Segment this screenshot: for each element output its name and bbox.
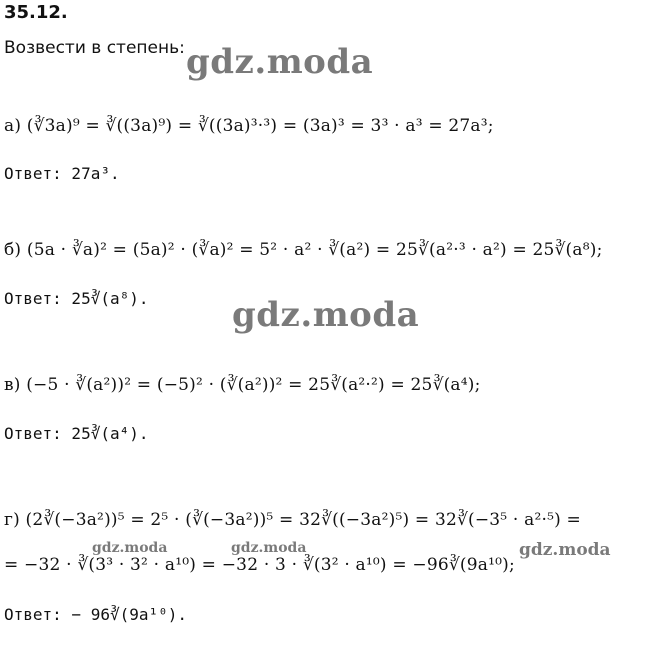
- watermark-logo: gdz.moda: [519, 540, 611, 560]
- problem-instruction: Возвести в степень:: [4, 38, 185, 58]
- watermark-logo: gdz.moda: [232, 295, 420, 335]
- part-b-answer: Ответ: 25∛(a⁸).: [4, 289, 149, 308]
- part-v-answer: Ответ: 25∛(a⁴).: [4, 424, 149, 443]
- part-b-solution: б) (5a · ∛a)² = (5a)² · (∛a)² = 5² · a² · ∛(a²) = 25∛(a²·³ · a²) = 25∛(a⁸);: [4, 240, 603, 260]
- part-g-solution-line1: г) (2∛(−3a²))⁵ = 2⁵ · (∛(−3a²))⁵ = 32∛((−3a²)⁵) = 32∛(−3⁵ · a²·⁵) =: [4, 510, 581, 530]
- part-v-solution: в) (−5 · ∛(a²))² = (−5)² · (∛(a²))² = 25∛(a²·²) = 25∛(a⁴);: [4, 375, 481, 395]
- watermark-logo: gdz.moda: [92, 540, 168, 556]
- part-g-answer: Ответ: − 96∛(9a¹⁰).: [4, 605, 188, 624]
- watermark-logo: gdz.moda: [231, 540, 307, 556]
- problem-number: 35.12.: [4, 2, 68, 23]
- part-a-answer: Ответ: 27a³.: [4, 164, 120, 183]
- watermark-logo: gdz.moda: [186, 42, 374, 82]
- part-a-solution: а) (∛3a)⁹ = ∛((3a)⁹) = ∛((3a)³·³) = (3a)³ = 3³ · a³ = 27a³;: [4, 116, 494, 136]
- part-g-solution-line2: = −32 · ∛(3³ · 3² · a¹⁰) = −32 · 3 · ∛(3² · a¹⁰) = −96∛(9a¹⁰);: [4, 555, 515, 575]
